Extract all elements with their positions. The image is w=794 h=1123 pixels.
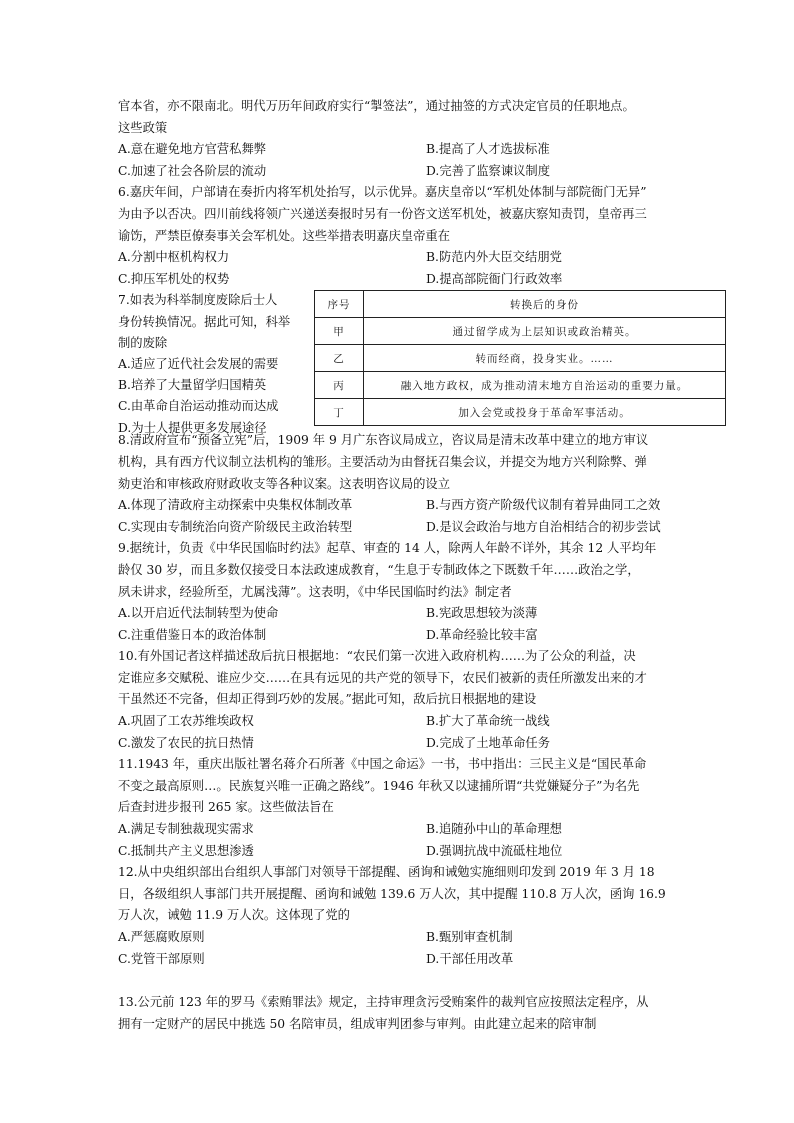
option-a: A.严惩腐败原则	[118, 930, 205, 944]
question-text: 拥有一定财产的居民中挑选 50 名陪审员，组成审判团参与审判。由此建立起来的陪审制	[118, 1016, 597, 1031]
question-9	[118, 538, 728, 646]
question-12	[118, 862, 728, 970]
option-b: B.扩大了革命统一战线	[426, 714, 550, 729]
question-text: 6.嘉庆年间，户部请在奏折内将军机处抬写，以示优异。嘉庆皇帝以“军机处体制与部院衙门无异”	[118, 185, 647, 200]
exam-content	[118, 96, 728, 1035]
question-text: 干虽然还不完备，但却正得到巧妙的发展。”据此可知，敌后抗日根据地的建设	[118, 692, 537, 707]
option-a: A.分割中枢机构权力	[118, 250, 230, 265]
table-cell: 乙	[315, 345, 364, 372]
question-text: 为由予以否决。四川前线将领广兴递送奏报时另有一份咨文送军机处，被嘉庆察知责罚，皇帝再三	[118, 206, 647, 221]
table-row	[315, 399, 726, 426]
question-text: 8.清政府宣布“预备立宪”后，1909 年 9 月广东咨议局成立，咨议局是清末改革中建立的地方审议	[118, 433, 649, 448]
option-d: D.提高部院衙门行政效率	[426, 271, 563, 286]
question-text: 官本省，亦不限南北。明代万历年间政府实行“掣签法”，通过抽签的方式决定官员的任职地点。	[118, 99, 635, 113]
option-b: B.与西方资产阶级代议制有着异曲同工之效	[426, 498, 661, 513]
question-6	[118, 182, 728, 290]
table-header: 转换后的身份	[364, 291, 726, 318]
option-a: A.以开启近代法制转型为使命	[118, 606, 279, 621]
question-10	[118, 646, 728, 754]
option-c: C.党管干部原则	[118, 951, 205, 966]
question-11	[118, 754, 728, 862]
question-text: 7.如表为科举制度废除后士人	[118, 293, 278, 308]
option-c: C.由革命自治运动推动而达成	[118, 399, 279, 414]
table-header: 序号	[315, 291, 364, 318]
question-5-fragment	[118, 96, 728, 182]
question-text: 定谁应多交赋税、谁应少交……在具有远见的共产党的领导下，农民们被新的责任所激发出来的才	[118, 670, 647, 685]
option-a: A.体现了清政府主动探索中央集权体制改革	[118, 498, 353, 513]
question-text: 机构，具有西方代议制立法机构的雏形。主要活动为由督抚召集会议，并提交为地方兴利除弊、弹	[118, 454, 647, 469]
question-7	[118, 290, 728, 435]
question-13	[118, 992, 728, 1035]
table-cell: 转而经商，投身实业。……	[364, 345, 726, 372]
answer-options	[118, 819, 728, 862]
question-text: 万人次，诫勉 11.9 万人次。这体现了党的	[118, 908, 350, 923]
question-text: 13.公元前 123 年的罗马《索贿罪法》规定，主持审理贪污受贿案件的裁判官应按照法定程序，从	[118, 995, 649, 1010]
option-d: D.强调抗战中流砥柱地位	[426, 843, 563, 858]
option-c: C.注重借鉴日本的政治体制	[118, 627, 267, 642]
option-b: B.宪政思想较为淡薄	[426, 606, 538, 621]
answer-options	[118, 603, 728, 646]
option-c: C.实现由专制统治向资产阶级民主政治转型	[118, 519, 353, 534]
answer-options	[118, 927, 728, 970]
option-b: B.追随孙中山的革命理想	[426, 822, 562, 837]
question-text: 不变之最高原则…。民族复兴唯一正确之路线”。1946 年秋又以逮捕所谓“共党嫌疑分子”为名先	[118, 778, 640, 793]
table-cell: 丁	[315, 399, 364, 426]
option-a: A.适应了近代社会发展的需要	[118, 356, 279, 371]
option-c: C.抑压军机处的权势	[118, 271, 230, 286]
question-7-text	[118, 290, 310, 438]
table-row	[315, 372, 726, 399]
table-cell: 通过留学成为上层知识或政治精英。	[364, 318, 726, 345]
option-a: A.巩固了工农苏维埃政权	[118, 714, 254, 729]
question-text: 劾吏治和审核政府财政收支等各种议案。这表明咨议局的设立	[118, 476, 451, 491]
option-c: C.加速了社会各阶层的流动	[118, 163, 267, 178]
table-cell: 甲	[315, 318, 364, 345]
question-text: 龄仅 30 岁，而且多数仅接受日本法政速成教育，“生息于专制政体之下既数千年……政治之学，	[118, 562, 640, 577]
table-row	[315, 345, 726, 372]
table-cell: 加入会党或投身于革命军事活动。	[364, 399, 726, 426]
answer-options	[118, 247, 728, 290]
question-8	[118, 430, 728, 538]
table-cell: 融入地方政权，成为推动清末地方自治运动的重要力量。	[364, 372, 726, 399]
question-text: 11.1943 年，重庆出版社署名蒋介石所著《中国之命运》一书，书中指出：三民主义是“国民革命	[118, 757, 647, 772]
question-text: 谕饬，严禁臣僚奏事关会军机处。这些举措表明嘉庆皇帝重在	[118, 228, 451, 243]
question-text: 12.从中央组织部出台组织人事部门对领导干部提醒、函询和诫勉实施细则印发到 2019 年 3 月 18	[118, 865, 655, 880]
option-d: D.为士人提供更多发展途径	[118, 420, 267, 435]
option-b: B.培养了大量留学归国精英	[118, 378, 267, 393]
option-c: C.抵制共产主义思想渗透	[118, 843, 254, 858]
answer-options	[118, 495, 728, 538]
table-cell: 丙	[315, 372, 364, 399]
table-row	[315, 318, 726, 345]
spacer	[118, 970, 728, 992]
option-d: D.完善了监察谏议制度	[426, 163, 551, 178]
option-b: B.甄别审查机制	[426, 930, 513, 944]
option-a: A.满足专制独裁现实需求	[118, 822, 254, 837]
question-text: 制的废除	[118, 335, 168, 350]
option-b: B.防范内外大臣交结朋党	[426, 250, 562, 265]
answer-options	[118, 139, 728, 182]
option-d: D.干部任用改革	[426, 951, 514, 966]
table-header-row	[315, 291, 726, 318]
option-d: D.革命经验比较丰富	[426, 627, 538, 642]
option-b: B.提高了人才选拔标准	[426, 142, 550, 157]
option-c: C.激发了农民的抗日热情	[118, 735, 254, 750]
question-text: 这些政策	[118, 120, 168, 135]
option-d: D.完成了土地革命任务	[426, 735, 551, 750]
question-text: 后查封进步报刊 265 家。这些做法旨在	[118, 800, 334, 815]
identity-table	[314, 290, 726, 426]
option-d: D.是议会政治与地方自治相结合的初步尝试	[426, 519, 661, 534]
question-text: 9.据统计，负责《中华民国临时约法》起草、审查的 14 人，除两人年龄不详外，其余 12 人平均年	[118, 541, 657, 556]
question-text: 身份转换情况。据此可知，科举	[118, 314, 291, 329]
question-text: 日，各级组织人事部门共开展提醒、函询和诫勉 139.6 万人次，其中提醒 110.8 万人次，函询 16.9	[118, 886, 666, 901]
question-text: 10.有外国记者这样描述敌后抗日根据地：“农民们第一次进入政府机构……为了公众的利益，决	[118, 649, 636, 664]
question-text: 夙未讲求，经验所至，尤属浅薄”。这表明，《中华民国临时约法》制定者	[118, 584, 512, 599]
option-a: A.意在避免地方官营私舞弊	[118, 142, 267, 157]
answer-options	[118, 711, 728, 754]
